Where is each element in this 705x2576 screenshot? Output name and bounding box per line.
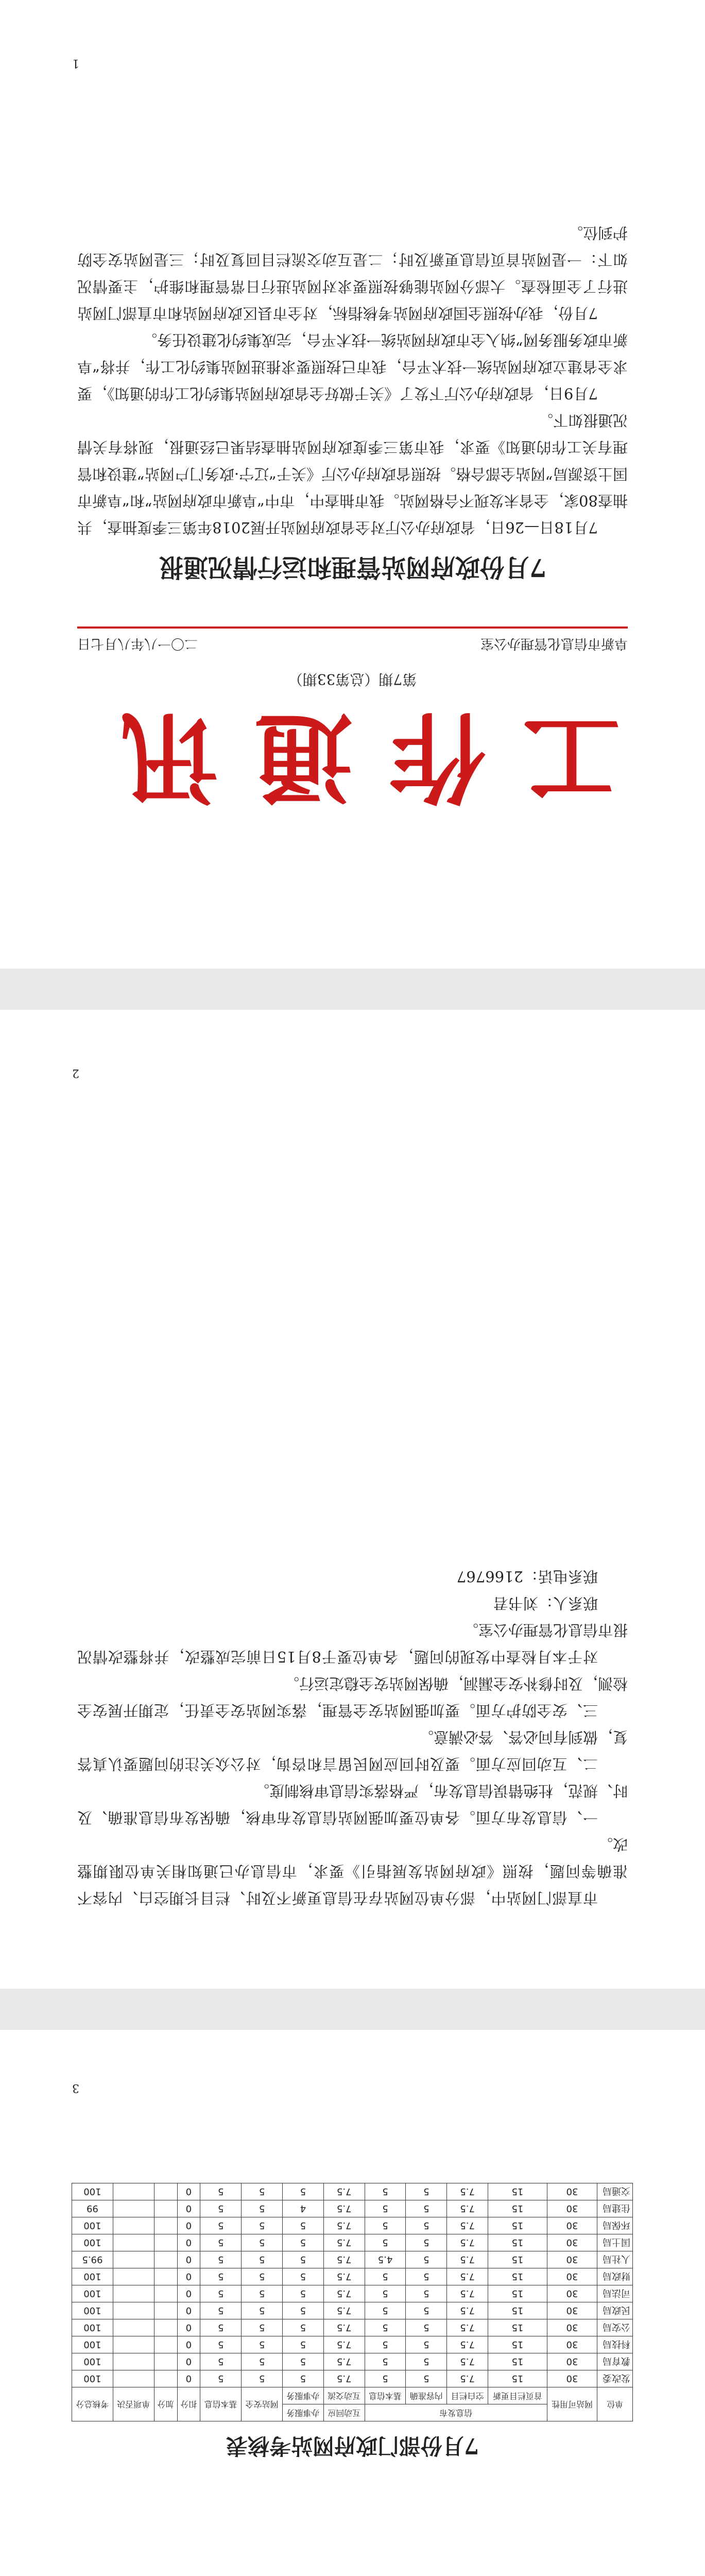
score-cell: 30: [547, 2336, 597, 2353]
score-cell: 15: [488, 2285, 547, 2302]
score-cell: 30: [547, 2285, 597, 2302]
table-row: [72, 2285, 633, 2302]
score-cell: 15: [488, 2217, 547, 2234]
score-cell: 100: [72, 2217, 113, 2234]
score-cell: 30: [547, 2217, 597, 2234]
unit-name: 交通局: [597, 2183, 633, 2200]
score-cell: 5: [200, 2285, 242, 2302]
score-cell: 5: [200, 2370, 242, 2387]
score-cell: 5: [242, 2353, 283, 2370]
paragraph: 市直部门网站中，部分单位网站存在信息更新不及时、栏目长期空白、内容不准确等问题，按照《政府网站发展指引》要求，市信息办已通知相关单位限期整改。: [77, 1836, 628, 1907]
score-cell: [154, 2268, 177, 2285]
paragraph: 三、安全防护方面。要加强网站安全管理，落实网站安全责任，定期开展安全检测，及时修补安全漏洞，确保网站安全稳定运行。: [77, 1675, 628, 1719]
score-cell: 5: [242, 2234, 283, 2251]
score-cell: [154, 2285, 177, 2302]
page-number: 1: [72, 57, 79, 70]
masthead-title: 工作通讯: [84, 699, 621, 814]
score-cell: 0: [177, 2217, 200, 2234]
issue-meta: [77, 635, 628, 654]
score-cell: 0: [177, 2285, 200, 2302]
unit-name: 司法局: [597, 2285, 633, 2302]
score-cell: 5: [406, 2336, 447, 2353]
score-cell: 0: [177, 2251, 200, 2268]
score-cell: 5: [242, 2336, 283, 2353]
header-interaction: 互动交流: [323, 2387, 365, 2404]
header-service: 办事服务: [282, 2387, 323, 2404]
score-cell: 5: [282, 2234, 323, 2251]
score-cell: 100: [72, 2268, 113, 2285]
score-cell: 5: [282, 2217, 323, 2234]
red-divider: [77, 626, 628, 629]
contact-phone: 联系电话：2166767: [456, 1568, 598, 1585]
score-cell: 5: [406, 2183, 447, 2200]
score-cell: 5: [200, 2234, 242, 2251]
score-cell: 5: [406, 2217, 447, 2234]
score-cell: 100: [72, 2183, 113, 2200]
score-cell: 30: [547, 2302, 597, 2319]
score-cell: 5: [282, 2302, 323, 2319]
score-cell: 7.5: [447, 2319, 488, 2336]
score-cell: 5: [242, 2251, 283, 2268]
unit-name: 科技局: [597, 2336, 633, 2353]
table-row: [72, 2353, 633, 2370]
score-cell: [113, 2353, 154, 2370]
score-cell: 5: [282, 2319, 323, 2336]
score-cell: 7.5: [323, 2353, 365, 2370]
score-cell: 5: [406, 2370, 447, 2387]
page2-body: [77, 1563, 628, 1911]
score-cell: 5: [406, 2319, 447, 2336]
score-cell: 100: [72, 2370, 113, 2387]
score-cell: 5: [242, 2319, 283, 2336]
score-cell: [113, 2319, 154, 2336]
score-cell: 5: [282, 2353, 323, 2370]
score-cell: 5: [242, 2370, 283, 2387]
score-cell: 100: [72, 2234, 113, 2251]
score-cell: 5: [406, 2200, 447, 2217]
header-basic: 基本信息: [200, 2387, 242, 2421]
score-cell: [113, 2251, 154, 2268]
score-cell: 5: [200, 2302, 242, 2319]
score-cell: 15: [488, 2353, 547, 2370]
paragraph: 7月9日，省政府办公厅下发了《关于做好全省政府网站集约化工作的通知》，要求全省建立政府网站统一技术平台，我市已按照要求推进网站集约化工作，并将“阜新市政务服务网”纳入全市政府网站统一技术平台，完成集约化建设任务。: [77, 331, 628, 402]
score-cell: 5: [200, 2200, 242, 2217]
score-cell: 5: [200, 2268, 242, 2285]
score-cell: 100: [72, 2319, 113, 2336]
score-cell: 7.5: [447, 2370, 488, 2387]
unit-name: 教育局: [597, 2353, 633, 2370]
score-cell: [154, 2217, 177, 2234]
score-cell: 30: [547, 2370, 597, 2387]
table-row: [72, 2319, 633, 2336]
unit-name: 环保局: [597, 2217, 633, 2234]
score-cell: [113, 2217, 154, 2234]
score-cell: 4.5: [365, 2251, 406, 2268]
score-cell: 7.5: [447, 2336, 488, 2353]
score-cell: 30: [547, 2251, 597, 2268]
score-cell: 5: [282, 2251, 323, 2268]
issue-date: 二〇一八年八月七日: [77, 636, 198, 651]
page-number: 3: [72, 2081, 79, 2094]
score-cell: 5: [406, 2353, 447, 2370]
score-cell: 5: [242, 2285, 283, 2302]
score-cell: 5: [406, 2302, 447, 2319]
score-cell: 5: [242, 2217, 283, 2234]
score-cell: 5: [365, 2285, 406, 2302]
score-cell: 15: [488, 2336, 547, 2353]
score-cell: 7.5: [323, 2183, 365, 2200]
score-cell: 7.5: [323, 2251, 365, 2268]
score-cell: [113, 2268, 154, 2285]
issuer: 阜新市信息化管理办公室: [480, 636, 628, 651]
score-cell: 5: [406, 2234, 447, 2251]
table-row: [72, 2370, 633, 2387]
header-security: 网站安全: [242, 2387, 283, 2421]
score-cell: 5: [365, 2200, 406, 2217]
document-title: 7月份政府网站管理和运行情况通报: [158, 553, 547, 582]
header-accuracy: 内容准确: [406, 2387, 447, 2404]
score-cell: 30: [547, 2183, 597, 2200]
score-cell: 7.5: [323, 2234, 365, 2251]
score-cell: [113, 2302, 154, 2319]
score-cell: 7.5: [447, 2234, 488, 2251]
score-cell: [154, 2319, 177, 2336]
score-cell: 7.5: [323, 2217, 365, 2234]
score-cell: [113, 2285, 154, 2302]
score-cell: 5: [242, 2302, 283, 2319]
score-cell: 5: [282, 2183, 323, 2200]
score-cell: 5: [365, 2370, 406, 2387]
score-cell: [113, 2336, 154, 2353]
table-row: [72, 2234, 633, 2251]
score-cell: 5: [242, 2183, 283, 2200]
score-cell: 7.5: [447, 2302, 488, 2319]
table-row: [72, 2200, 633, 2217]
score-cell: 7.5: [323, 2268, 365, 2285]
page-3: [0, 2030, 705, 2576]
page1-body: [77, 219, 628, 541]
score-cell: 0: [177, 2268, 200, 2285]
score-cell: [113, 2200, 154, 2217]
table-row: [72, 2302, 633, 2319]
score-cell: 7.5: [323, 2336, 365, 2353]
score-cell: 0: [177, 2336, 200, 2353]
score-cell: 5: [242, 2200, 283, 2217]
unit-name: 民政局: [597, 2302, 633, 2319]
score-cell: 0: [177, 2234, 200, 2251]
score-cell: 15: [488, 2370, 547, 2387]
score-cell: 5: [365, 2302, 406, 2319]
score-cell: 0: [177, 2370, 200, 2387]
score-cell: 100: [72, 2302, 113, 2319]
score-cell: [154, 2200, 177, 2217]
header-service-group: 办事服务: [282, 2404, 323, 2421]
score-cell: 15: [488, 2183, 547, 2200]
score-cell: 5: [282, 2336, 323, 2353]
score-cell: 7.5: [323, 2285, 365, 2302]
score-cell: 5: [200, 2319, 242, 2336]
header-availability: 网站可用性: [547, 2387, 597, 2421]
score-cell: 15: [488, 2200, 547, 2217]
score-cell: 4: [282, 2200, 323, 2217]
score-cell: 7.5: [323, 2319, 365, 2336]
header-update: 首页栏目更新: [488, 2387, 547, 2404]
score-cell: 30: [547, 2268, 597, 2285]
paragraph: 7月份，我办按照全国政府网站考核指标，对全市县区政府网站和市直部门网站进行了全面检查。大部分网站能够按照要求对网站进行日常管理和维护，主要情况如下：一是网站首页信息更新及时；二是互动交流栏目回复及时；三是网站安全防护到位。: [77, 224, 628, 322]
header-total: 考核总分: [72, 2387, 113, 2421]
header-info-group: 信息发布: [365, 2404, 547, 2421]
score-cell: 100: [72, 2336, 113, 2353]
header-interaction-group: 互动回应: [323, 2404, 365, 2421]
score-cell: 7.5: [447, 2353, 488, 2370]
score-cell: 5: [200, 2336, 242, 2353]
score-cell: [113, 2183, 154, 2200]
table-row: [72, 2183, 633, 2200]
paragraph: 二、互动回应方面。要及时回应网民留言和咨询，对公众关注的问题要认真答复，做到有问必答、答必满意。: [77, 1728, 628, 1773]
score-cell: 7.5: [447, 2285, 488, 2302]
score-cell: 7.5: [447, 2183, 488, 2200]
score-cell: 7.5: [447, 2217, 488, 2234]
score-cell: 7.5: [447, 2200, 488, 2217]
page-2: [0, 1010, 705, 1989]
score-cell: 15: [488, 2302, 547, 2319]
score-cell: 15: [488, 2268, 547, 2285]
score-cell: [113, 2370, 154, 2387]
page-1: [0, 0, 705, 969]
score-cell: [154, 2302, 177, 2319]
score-cell: 5: [200, 2353, 242, 2370]
score-cell: 7.5: [323, 2370, 365, 2387]
score-cell: 0: [177, 2319, 200, 2336]
score-cell: 15: [488, 2319, 547, 2336]
header-unit: 单位: [597, 2387, 633, 2421]
score-cell: 7.5: [323, 2302, 365, 2319]
score-cell: 99: [72, 2200, 113, 2217]
score-cell: 7.5: [447, 2251, 488, 2268]
score-cell: 0: [177, 2353, 200, 2370]
score-cell: 5: [365, 2319, 406, 2336]
score-cell: 5: [365, 2234, 406, 2251]
score-cell: 0: [177, 2200, 200, 2217]
score-cell: [154, 2234, 177, 2251]
score-cell: 100: [72, 2285, 113, 2302]
score-cell: 5: [406, 2251, 447, 2268]
score-cell: [113, 2234, 154, 2251]
contact-name: 联系人：刘书君: [493, 1595, 598, 1612]
table-row: [72, 2268, 633, 2285]
unit-name: 公安局: [597, 2319, 633, 2336]
header-deduct: 扣分: [177, 2387, 200, 2421]
issue-number: 第7期（总第33期）: [288, 671, 417, 688]
score-cell: [154, 2183, 177, 2200]
table-row: [72, 2251, 633, 2268]
score-cell: [154, 2336, 177, 2353]
score-cell: [154, 2251, 177, 2268]
header-bonus: 加分: [154, 2387, 177, 2421]
score-cell: 100: [72, 2353, 113, 2370]
score-cell: 5: [365, 2217, 406, 2234]
score-cell: 5: [242, 2268, 283, 2285]
score-cell: 30: [547, 2353, 597, 2370]
score-cell: 99.5: [72, 2251, 113, 2268]
score-cell: 0: [177, 2183, 200, 2200]
score-cell: 30: [547, 2200, 597, 2217]
unit-name: 住建局: [597, 2200, 633, 2217]
score-cell: 7.5: [323, 2200, 365, 2217]
score-cell: 5: [200, 2183, 242, 2200]
score-cell: [154, 2370, 177, 2387]
unit-name: 国土局: [597, 2234, 633, 2251]
score-cell: 5: [200, 2217, 242, 2234]
score-cell: 15: [488, 2251, 547, 2268]
table-row: [72, 2217, 633, 2234]
score-cell: [154, 2353, 177, 2370]
dept-table-title: 7月份部门政府网站考核表: [226, 2433, 479, 2459]
header-basic-info: 基本信息: [365, 2387, 406, 2404]
page-number: 2: [72, 1066, 79, 1079]
score-cell: 0: [177, 2302, 200, 2319]
paragraph: 一、信息发布方面。各单位要加强网站信息发布审核，确保发布信息准确、及时、规范，杜绝错误信息发布，严格落实信息审核制度。: [77, 1782, 628, 1826]
score-cell: 5: [365, 2183, 406, 2200]
score-cell: 5: [406, 2285, 447, 2302]
unit-name: 人社局: [597, 2251, 633, 2268]
score-cell: 5: [282, 2370, 323, 2387]
score-cell: 5: [200, 2251, 242, 2268]
score-cell: 5: [406, 2268, 447, 2285]
score-cell: 5: [365, 2353, 406, 2370]
unit-name: 发改委: [597, 2370, 633, 2387]
score-cell: 5: [282, 2268, 323, 2285]
score-cell: 5: [365, 2268, 406, 2285]
table-row: [72, 2336, 633, 2353]
score-cell: 5: [282, 2285, 323, 2302]
score-cell: 30: [547, 2234, 597, 2251]
header-penalty: 单项否决: [113, 2387, 154, 2421]
header-row: [72, 2404, 633, 2421]
paragraph: 7月18日—26日，省政府办公厅对全省政府网站开展2018年第三季度抽查，共抽查80家，全省未发现不合格网站。我市抽查中，市中“阜新市政府网站”和“阜新市国土资源局”网站全部合格。按照省政府办公厅《关于“辽宁·政务门户网站”建设和管理有关工作的通知》要求，我市第三季度政府网站抽查结果已经通报，现将有关情况通报如下。: [77, 412, 628, 536]
score-cell: 30: [547, 2319, 597, 2336]
dept-score-table: [72, 2183, 633, 2421]
unit-name: 财政局: [597, 2268, 633, 2285]
header-blank: 空白栏目: [447, 2387, 488, 2404]
score-cell: 15: [488, 2234, 547, 2251]
score-cell: 7.5: [447, 2268, 488, 2285]
paragraph: 对于本月检查中发现的问题，各单位要于8月15日前完成整改，并将整改情况报市信息化管理办公室。: [77, 1621, 628, 1666]
score-cell: 5: [365, 2336, 406, 2353]
